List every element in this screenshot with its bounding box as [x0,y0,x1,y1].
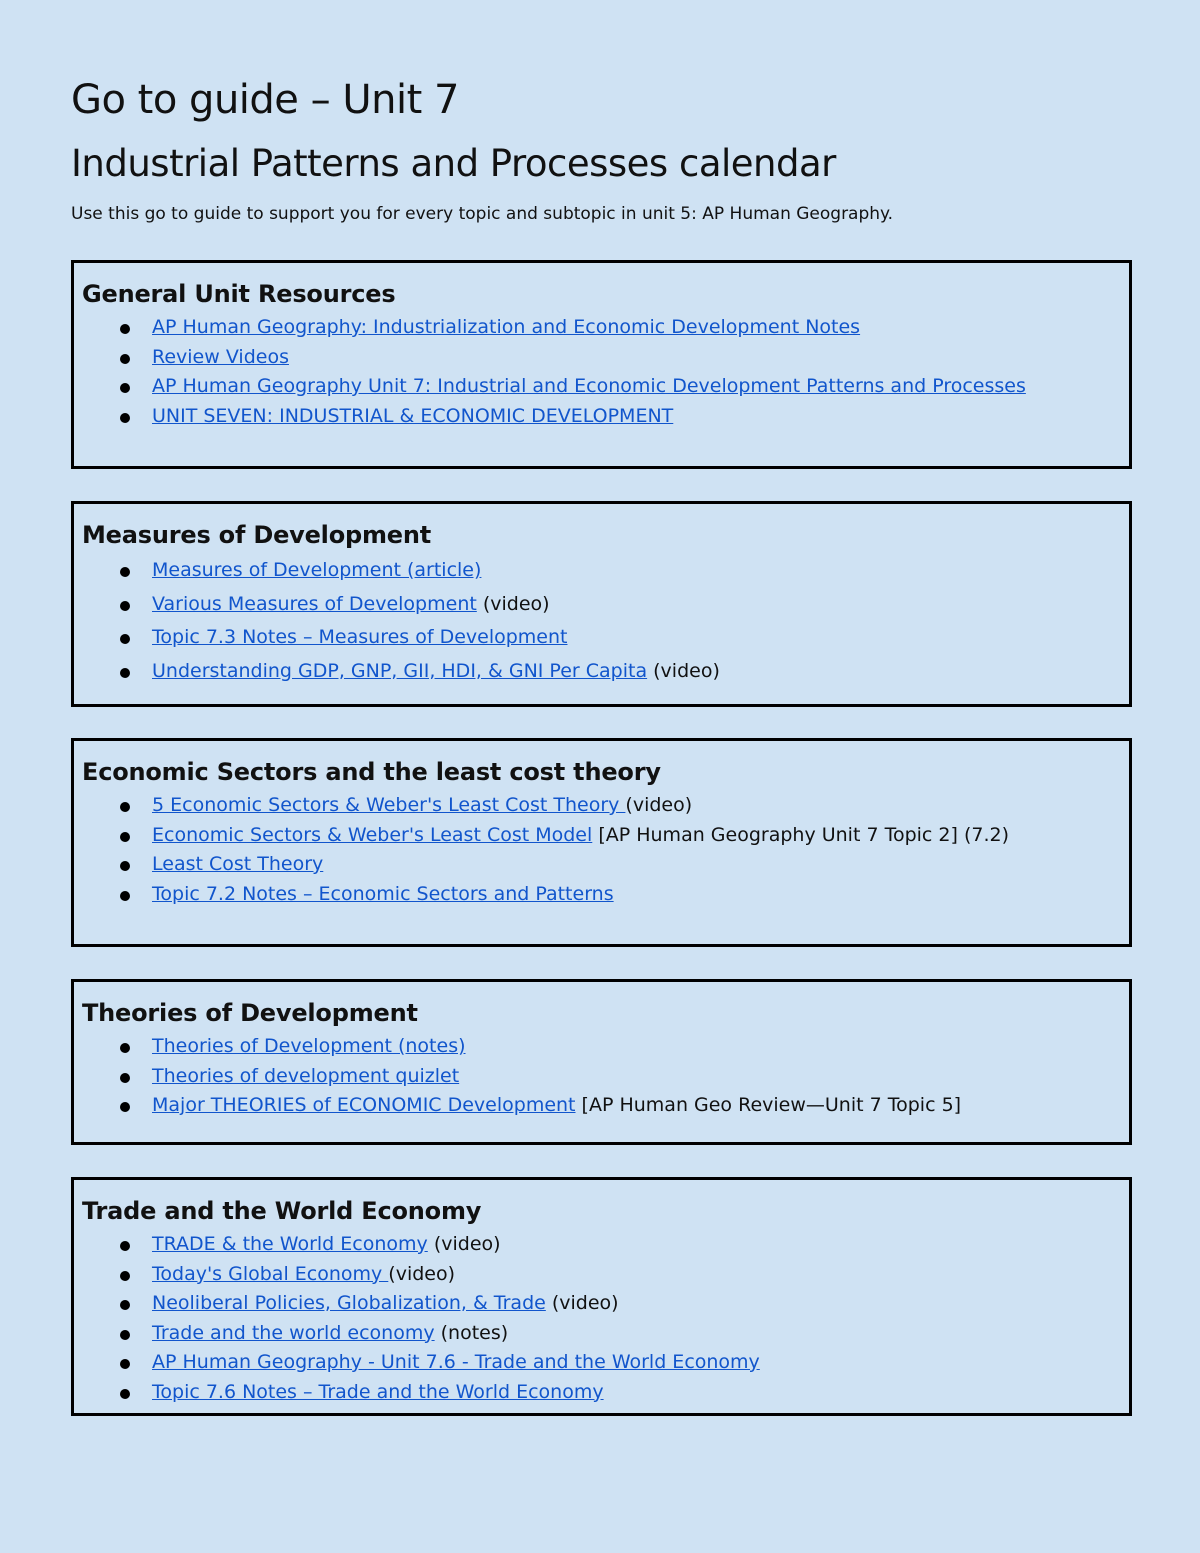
resource-note: [AP Human Geo Review—Unit 7 Topic 5] [575,1094,962,1116]
bullet-icon [120,383,130,393]
resource-link[interactable]: Trade and the world economy [152,1321,435,1344]
bullet-icon [120,413,130,423]
list-item [82,554,1119,588]
bullet-icon [120,1330,130,1340]
resource-note: (video) [647,659,720,682]
bullet-icon [120,354,130,364]
resource-link[interactable]: Topic 7.3 Notes – Measures of Development [152,626,568,648]
list-item [82,402,1119,432]
list-item [82,655,1119,689]
resource-link[interactable]: Today's Global Economy [152,1262,389,1285]
resource-note: (notes) [434,1321,509,1344]
resource-link[interactable]: Neoliberal Policies, Globalization, & Trade [152,1292,546,1314]
section-heading: Trade and the World Economy [82,1197,482,1225]
resource-link[interactable]: Understanding GDP, GNP, GII, HDI, & GNI Per Capita [152,659,648,682]
list-item [82,821,1119,851]
bullet-icon [120,1389,130,1399]
section-heading: Measures of Development [82,521,432,549]
resource-list [82,1032,1119,1121]
list-item [82,1032,1119,1062]
resource-note: (video) [625,794,693,816]
resource-link[interactable]: Topic 7.6 Notes – Trade and the World Economy [152,1380,604,1403]
list-item [82,1378,1119,1408]
bullet-icon [120,1073,130,1083]
bullet-icon [120,601,130,611]
resource-note: (video) [476,592,550,615]
list-item [82,1348,1119,1378]
resource-link[interactable]: Topic 7.2 Notes – Economic Sectors and Patterns [152,882,614,905]
resource-link[interactable]: UNIT SEVEN: INDUSTRIAL & ECONOMIC DEVELOPMENT [152,404,674,427]
resource-note: (video) [388,1262,456,1285]
resource-list [82,1230,1119,1407]
section-economic-sectors [71,738,1132,947]
resource-link[interactable]: Major THEORIES of ECONOMIC Development [152,1094,576,1116]
resource-note: (video) [427,1233,501,1255]
list-item [82,1230,1119,1260]
bullet-icon [120,861,130,871]
list-item [82,880,1119,910]
bullet-icon [120,324,130,334]
bullet-icon [120,1271,130,1281]
resource-link[interactable]: Theories of development quizlet [152,1064,460,1087]
resource-link[interactable]: TRADE & the World Economy [152,1233,428,1255]
resource-link[interactable]: Review Videos [152,345,289,368]
section-heading: Theories of Development [82,999,418,1027]
section-theories-of-development [71,979,1132,1145]
resource-list [82,313,1119,431]
list-item [82,621,1119,655]
resource-note: (video) [545,1292,619,1314]
bullet-icon [120,832,130,842]
bullet-icon [120,1300,130,1310]
section-general-unit-resources [71,260,1132,469]
bullet-icon [120,802,130,812]
bullet-icon [120,1241,130,1251]
section-measures-of-development [71,501,1132,707]
page-title: Go to guide – Unit 7 [71,77,459,123]
resource-link[interactable]: AP Human Geography: Industrialization and Economic Development Notes [152,316,861,338]
resource-link[interactable]: Various Measures of Development [152,592,477,615]
list-item [82,372,1119,402]
list-item [82,1319,1119,1349]
list-item [82,1260,1119,1290]
intro-text: Use this go to guide to support you for every topic and subtopic in unit 5: AP Human Geography. [71,204,894,224]
bullet-icon [120,1102,130,1112]
resource-link[interactable]: Least Cost Theory [152,853,324,875]
list-item [82,313,1119,343]
resource-link[interactable]: 5 Economic Sectors & Weber's Least Cost Theory [152,794,626,816]
bullet-icon [120,634,130,644]
resource-list [82,791,1119,909]
list-item [82,588,1119,622]
bullet-icon [120,1043,130,1053]
bullet-icon [120,891,130,901]
resource-link[interactable]: Theories of Development (notes) [152,1035,466,1057]
resource-link[interactable]: AP Human Geography - Unit 7.6 - Trade and the World Economy [152,1351,760,1373]
section-heading: Economic Sectors and the least cost theory [82,758,661,786]
resource-link[interactable]: AP Human Geography Unit 7: Industrial and Economic Development Patterns and Processes [152,375,1026,397]
list-item [82,343,1119,373]
section-heading: General Unit Resources [82,280,396,308]
bullet-icon [120,1359,130,1369]
list-item [82,1289,1119,1319]
bullet-icon [120,567,130,577]
resource-link[interactable]: Economic Sectors & Weber's Least Cost Model [152,823,593,846]
section-trade-world-economy [71,1177,1132,1416]
resource-note: [AP Human Geography Unit 7 Topic 2] (7.2) [592,823,1009,846]
list-item [82,791,1119,821]
list-item [82,850,1119,880]
list-item [82,1091,1119,1121]
resource-list [82,554,1119,688]
bullet-icon [120,668,130,678]
page-subtitle: Industrial Patterns and Processes calendar [71,142,836,185]
list-item [82,1062,1119,1092]
resource-link[interactable]: Measures of Development (article) [152,559,482,581]
